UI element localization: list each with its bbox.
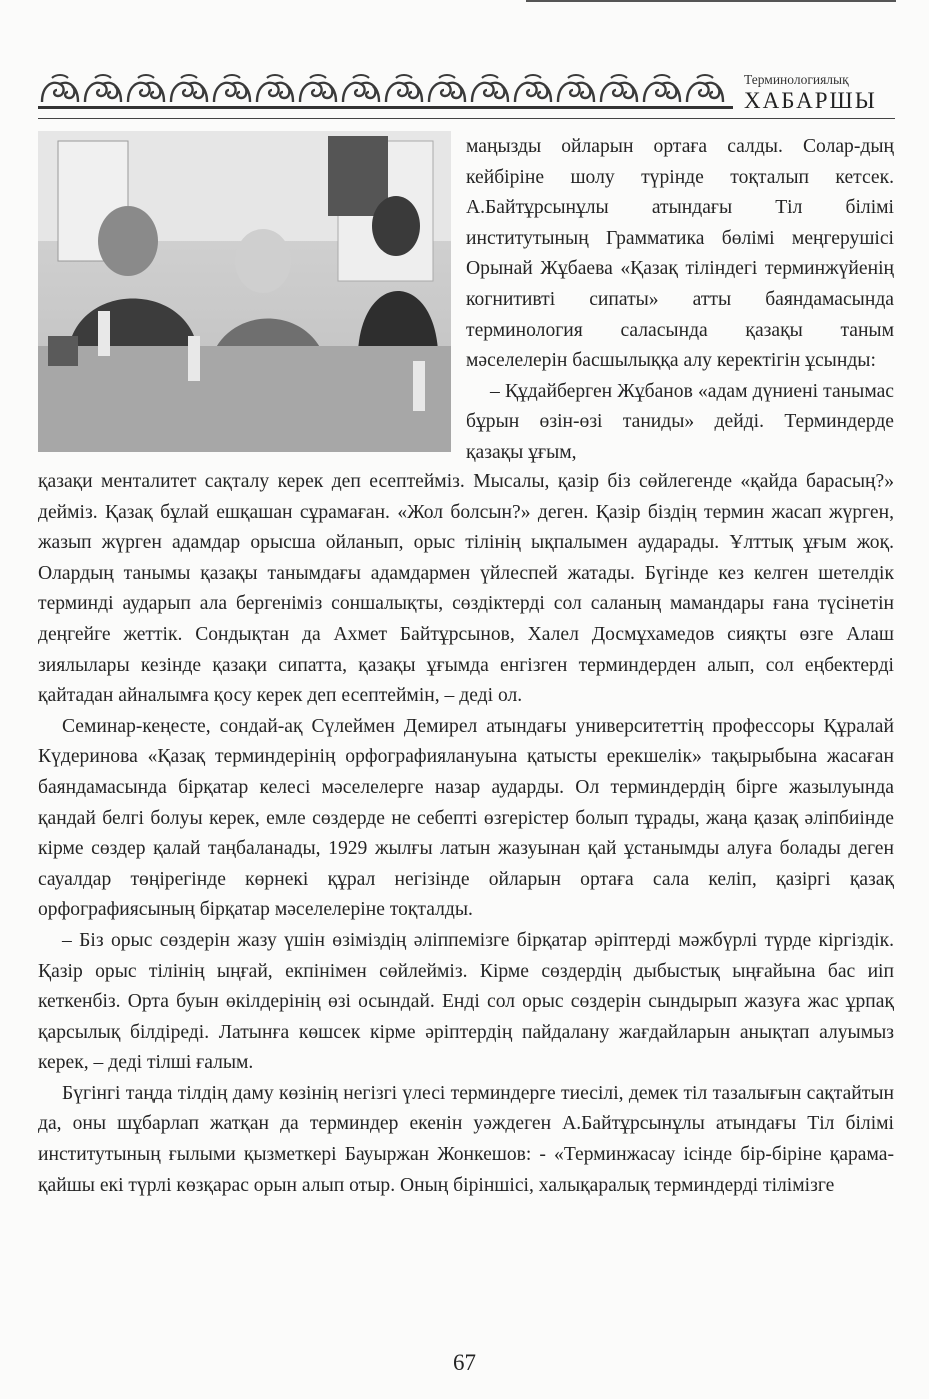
journal-title-small: Терминологиялық bbox=[744, 72, 849, 87]
right-column bbox=[466, 132, 894, 469]
top-rule bbox=[526, 0, 896, 2]
seminar-photo bbox=[38, 131, 451, 452]
full-width-text bbox=[38, 467, 894, 1201]
paragraph: маңызды ойларын ортаға салды. Солар-дың кейбірінe шолу түрінде тоқталып кетсек. А.Байтұрсынұлы атындағы Тіл білімі институтының Грамматика бөлімі меңгерушісі Орынай Жұбаева «Қазақ тіліндегі терминжүйенің когнитивті сипаты» атты баяндамасында терминология саласында қазақы таным мәселелерін басшылыққа алу керектігін ұсынды: bbox=[466, 136, 894, 372]
paragraph: – Құдайберген Жұбанов «адам дүниені танымас бұрын өзін-өзі таниды» дейді. Терминдерде қазақы ұғым, bbox=[466, 380, 894, 463]
paragraph: Бүгінгі таңда тілдің даму көзінің негізгі үлесі терминдерге тиесілі, демек тіл тазалығын сақтайтын да, оны шұбарлап жатқан да терминдер екенін уәждеген А.Байтұрсынұлы атындағы Тіл білімі институтының ғылыми қызметкері Бауыржан Жонкешов: - «Терминжасау ісінде бір-біріне қарама-қайшы екі түрлі көзқарас орын алып отыр. Оның біріншісі, халықаралық терминдерді тілімізге bbox=[38, 1082, 894, 1196]
page-number: 67 bbox=[453, 1350, 476, 1375]
journal-title-big: ХАБАРШЫ bbox=[744, 88, 877, 113]
paragraph: қазақи менталитет сақталу керек деп есептейміз. Мысалы, қазір біз сөйлегенде «қайда барасың?» дейміз. Қазақ бұлай ешқашан сұрамаған. «Жол болсын?» деген. Қазір біздің термин жасап жүрген, жазып жүрген адамдар орысша ойланып, орыс тілінің ықпалымен аударады. Ұлттық ұғым жоқ. Олардың танымы қазақы танымдағы адамдармен үйлеспей жатады. Бүгінде кез келген шетелдік терминді аударып ала бергеніміз соншалықты, сөздіктерді сол саланың мамандары ғана түсінетін деңгейге жеттік. Сондықтан да Ахмет Байтұрсынов, Халел Досмұхамедов сияқты өзге Алаш зиялылары кезінде қазақи сипатта, қазақы ұғымда енгізген терминдерден алып, сол еңбектерді қайтадан айналымға қосу керек деп есептеймін, – деді ол. bbox=[38, 471, 894, 707]
ornament-border bbox=[38, 68, 733, 114]
paragraph: – Біз орыс сөздерін жазу үшін өзіміздің әліппемізге бірқатар әріптерді мәжбүрлі түрде кіргіздік. Қазір орыс тілінің ыңғай, екпінімен сөйлейміз. Кірме сөздердің дыбыстық ыңғайына бас иіп кеткенбіз. Орта буын өкілдерінің өзі осындай. Енді сол орыс сөздерін сындырып жазуға жас ұрпақ қарсылық білдіреді. Латынға көшсек кірме әріптердің пайдалану жағдайларын анықтап алуымыз керек, – деді тілші ғалым. bbox=[38, 929, 894, 1074]
header-rule bbox=[38, 118, 895, 119]
paragraph: Семинар-кеңесте, сондай-ақ Сүлеймен Демирел атындағы университеттің профессоры Құралай Күдеринова «Қазақ терминдерінің орфографиялануына қатысты ерекшелік» тақырыбына жасаған баяндамасында бірқатар келесі мәселелерге назар аударды. Ол терминдердің бірге жазылуында қандай белгі болуы керек, емле сөздерде не себепті өзгерістер болып тұрады, жаңа қазақ әліпбиінде кірме сөздер қалай таңбаланады, 1929 жылғы латын жазуынан қай ұстанымды алуға болады деген сауалдар төңірегінде көрнекі құрал негізінде ойларын ортаға сала келіп, қазіргі қазақ орфографиясының бірқатар мәселелеріне тоқталды. bbox=[38, 715, 894, 921]
